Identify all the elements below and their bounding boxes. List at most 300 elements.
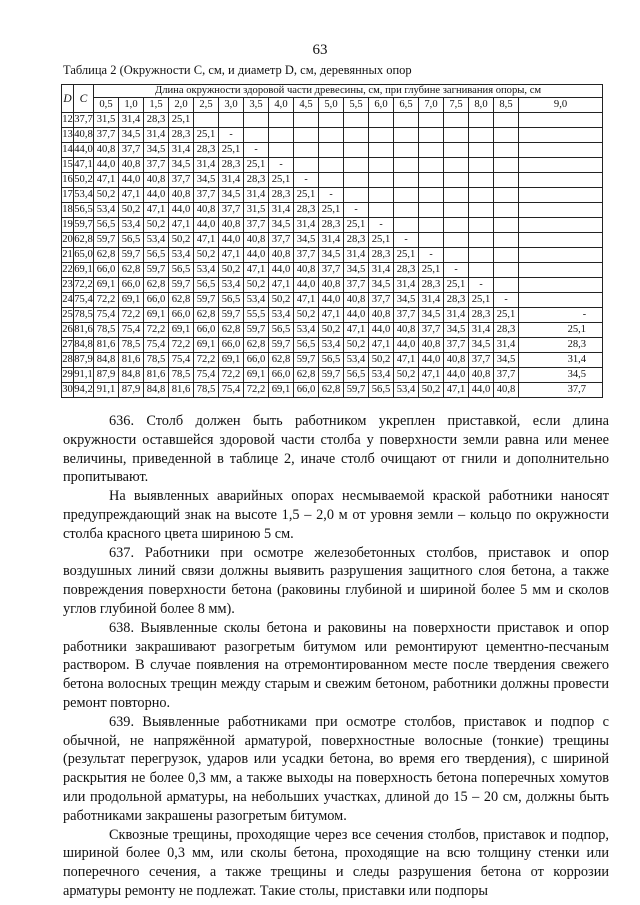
cell-value: 81,6 xyxy=(94,338,119,353)
cell-value xyxy=(494,158,519,173)
cell-value: - xyxy=(519,308,603,323)
cell-value xyxy=(319,128,344,143)
table-caption: Таблица 2 (Окружности C, см, и диаметр D, см, деревянных опор xyxy=(63,63,412,77)
cell-value: 59,7 xyxy=(269,338,294,353)
cell-value: 25,1 xyxy=(519,323,603,338)
cell-value: 50,2 xyxy=(119,203,144,218)
cell-value: 50,2 xyxy=(394,368,419,383)
cell-value: 53,4 xyxy=(319,338,344,353)
table-row xyxy=(62,293,603,308)
cell-value xyxy=(469,128,494,143)
cell-value: 44,0 xyxy=(369,323,394,338)
cell-diameter: 21 xyxy=(62,248,74,263)
cell-value xyxy=(469,218,494,233)
cell-value: 25,1 xyxy=(219,143,244,158)
table-row xyxy=(62,143,603,158)
cell-value: 34,5 xyxy=(269,218,294,233)
cell-value xyxy=(244,113,269,128)
cell-value: 37,7 xyxy=(319,263,344,278)
cell-value: 25,1 xyxy=(169,113,194,128)
depth-header: 4,5 xyxy=(294,98,319,113)
cell-value xyxy=(444,128,469,143)
cell-value xyxy=(269,113,294,128)
cell-value xyxy=(369,188,394,203)
cell-value: 31,4 xyxy=(369,263,394,278)
paragraph-636: 636. Столб должен быть работником укреплен приставкой, если длина окружности оставшейся здоровой части столба у поверхности земли равна или менее величины, приведенной в таблице 2, иначе столб очищают от гнили и дополнительно пропитывают. xyxy=(63,413,609,486)
cell-value: 69,1 xyxy=(144,308,169,323)
cell-value: 53,4 xyxy=(194,263,219,278)
cell-value: 34,5 xyxy=(444,323,469,338)
cell-value: 66,0 xyxy=(219,338,244,353)
cell-value: 47,1 xyxy=(294,293,319,308)
depth-header: 7,0 xyxy=(419,98,444,113)
cell-value: 56,5 xyxy=(169,263,194,278)
paragraph-through-cracks: Сквозные трещины, проходящие через все сечения столбов, приставок и подпор, шириной более 0,3 мм, или сколы бетона, проходящие на всю толщину стенки или поперечного сечения, а также трещины и следы разрушения бетона от коррозии арматуры ремонту не подлежат. Такие столы, приставки или подпоры xyxy=(63,826,609,899)
cell-value: 28,3 xyxy=(469,308,494,323)
depth-header: 5,0 xyxy=(319,98,344,113)
cell-value: 50,2 xyxy=(219,263,244,278)
cell-value xyxy=(294,128,319,143)
cell-value: 84,8 xyxy=(94,353,119,368)
cell-value: 44,0 xyxy=(394,338,419,353)
cell-value xyxy=(469,113,494,128)
cell-value: 78,5 xyxy=(119,338,144,353)
cell-value: 34,5 xyxy=(369,278,394,293)
depth-header: 9,0 xyxy=(519,98,603,113)
cell-value: 37,7 xyxy=(419,323,444,338)
cell-value: 37,7 xyxy=(519,383,603,398)
cell-value: 72,2 xyxy=(119,308,144,323)
cell-value: 66,0 xyxy=(169,308,194,323)
cell-value: 25,1 xyxy=(194,128,219,143)
cell-value: 62,8 xyxy=(194,308,219,323)
cell-value: 53,4 xyxy=(394,383,419,398)
cell-value: 50,2 xyxy=(294,308,319,323)
cell-value xyxy=(294,113,319,128)
depth-header: 7,5 xyxy=(444,98,469,113)
paragraph-637: 637. Работники при осмотре железобетонных столбов, приставок и опор воздушных линий связи должны выявить разрушения защитного слоя бетона, а также повреждения поверхности бетона (раковины глубиной и шириной более 5 мм и сколов углов глубиной более 8 мм). xyxy=(63,544,609,617)
cell-value xyxy=(519,248,603,263)
cell-value: 40,8 xyxy=(244,233,269,248)
cell-value: 34,5 xyxy=(319,248,344,263)
cell-value xyxy=(444,173,469,188)
cell-diameter: 22 xyxy=(62,263,74,278)
cell-value xyxy=(344,173,369,188)
cell-value xyxy=(494,278,519,293)
depth-header: 3,5 xyxy=(244,98,269,113)
cell-value xyxy=(469,188,494,203)
cell-value: 40,8 xyxy=(144,173,169,188)
cell-value: 28,3 xyxy=(244,173,269,188)
cell-value xyxy=(494,203,519,218)
cell-diameter: 24 xyxy=(62,293,74,308)
cell-value: - xyxy=(394,233,419,248)
cell-value: 25,1 xyxy=(244,158,269,173)
cell-value: 75,4 xyxy=(219,383,244,398)
cell-value: 53,4 xyxy=(369,368,394,383)
cell-value xyxy=(344,188,369,203)
cell-value: 37,7 xyxy=(269,233,294,248)
depth-header: 5,5 xyxy=(344,98,369,113)
cell-diameter: 13 xyxy=(62,128,74,143)
cell-circumference: 69,1 xyxy=(74,263,94,278)
cell-value: - xyxy=(494,293,519,308)
cell-value xyxy=(344,113,369,128)
cell-diameter: 19 xyxy=(62,218,74,233)
cell-value: 37,7 xyxy=(294,248,319,263)
cell-value: 37,7 xyxy=(144,158,169,173)
cell-value: 47,1 xyxy=(369,338,394,353)
cell-value xyxy=(519,263,603,278)
cell-value: 34,5 xyxy=(519,368,603,383)
table-container xyxy=(61,84,602,398)
cell-value: 31,4 xyxy=(269,203,294,218)
cell-diameter: 23 xyxy=(62,278,74,293)
cell-value: 75,4 xyxy=(169,353,194,368)
cell-value xyxy=(244,128,269,143)
cell-value: 47,1 xyxy=(419,368,444,383)
cell-value xyxy=(369,173,394,188)
cell-value: 84,8 xyxy=(119,368,144,383)
cell-value: 44,0 xyxy=(169,203,194,218)
cell-value: - xyxy=(269,158,294,173)
cell-value xyxy=(444,248,469,263)
table-row xyxy=(62,263,603,278)
depth-header: 6,0 xyxy=(369,98,394,113)
cell-value: 50,2 xyxy=(94,188,119,203)
body-text xyxy=(63,412,609,901)
cell-value: 75,4 xyxy=(119,323,144,338)
cell-value xyxy=(519,188,603,203)
cell-value: 28,3 xyxy=(494,323,519,338)
cell-value: 50,2 xyxy=(344,338,369,353)
cell-value: 31,4 xyxy=(194,158,219,173)
depth-header-row xyxy=(62,98,603,113)
cell-value xyxy=(394,173,419,188)
cell-value: - xyxy=(319,188,344,203)
cell-diameter: 15 xyxy=(62,158,74,173)
table-row xyxy=(62,308,603,323)
cell-value: 78,5 xyxy=(169,368,194,383)
cell-value: 37,7 xyxy=(494,368,519,383)
cell-value xyxy=(444,218,469,233)
cell-value: 37,7 xyxy=(369,293,394,308)
cell-value: 34,5 xyxy=(419,308,444,323)
depth-header: 8,0 xyxy=(469,98,494,113)
cell-value: 40,8 xyxy=(344,293,369,308)
cell-value: 40,8 xyxy=(319,278,344,293)
cell-value: 59,7 xyxy=(119,248,144,263)
cell-value xyxy=(494,188,519,203)
cell-value xyxy=(444,188,469,203)
cell-value xyxy=(519,233,603,248)
circumference-table xyxy=(61,84,603,398)
cell-value xyxy=(319,143,344,158)
cell-value xyxy=(494,248,519,263)
cell-value xyxy=(419,173,444,188)
table-row xyxy=(62,368,603,383)
table-row xyxy=(62,128,603,143)
cell-circumference: 94,2 xyxy=(74,383,94,398)
cell-value: 62,8 xyxy=(94,248,119,263)
cell-value: 31,4 xyxy=(219,173,244,188)
cell-value: 40,8 xyxy=(394,323,419,338)
cell-value xyxy=(269,128,294,143)
cell-value: 37,7 xyxy=(244,218,269,233)
cell-value xyxy=(519,293,603,308)
cell-circumference: 53,4 xyxy=(74,188,94,203)
cell-value xyxy=(519,143,603,158)
cell-value: 47,1 xyxy=(144,203,169,218)
table-row xyxy=(62,173,603,188)
cell-value: 31,4 xyxy=(519,353,603,368)
cell-value: 66,0 xyxy=(244,353,269,368)
cell-diameter: 25 xyxy=(62,308,74,323)
depth-header: 1,0 xyxy=(119,98,144,113)
cell-value: 34,5 xyxy=(119,128,144,143)
cell-value: 37,7 xyxy=(119,143,144,158)
cell-value xyxy=(519,128,603,143)
cell-value: 59,7 xyxy=(94,233,119,248)
cell-value: 40,8 xyxy=(494,383,519,398)
cell-circumference: 81,6 xyxy=(74,323,94,338)
cell-value: 28,3 xyxy=(219,158,244,173)
cell-value: 44,0 xyxy=(419,353,444,368)
cell-value xyxy=(469,143,494,158)
cell-value: 40,8 xyxy=(469,368,494,383)
cell-value xyxy=(444,203,469,218)
cell-value: 28,3 xyxy=(444,293,469,308)
cell-value: 25,1 xyxy=(469,293,494,308)
cell-value: 53,4 xyxy=(219,278,244,293)
cell-circumference: 59,7 xyxy=(74,218,94,233)
cell-value: 69,1 xyxy=(119,293,144,308)
table-row xyxy=(62,338,603,353)
cell-value: 47,1 xyxy=(269,278,294,293)
cell-value: 31,4 xyxy=(319,233,344,248)
cell-value: - xyxy=(294,173,319,188)
cell-value: 37,7 xyxy=(469,353,494,368)
cell-diameter: 18 xyxy=(62,203,74,218)
cell-value xyxy=(344,128,369,143)
cell-value: 44,0 xyxy=(469,383,494,398)
depth-header: 4,0 xyxy=(269,98,294,113)
cell-value: 53,4 xyxy=(344,353,369,368)
cell-value: 59,7 xyxy=(344,383,369,398)
cell-value: 34,5 xyxy=(294,233,319,248)
cell-value xyxy=(294,158,319,173)
depth-header: 6,5 xyxy=(394,98,419,113)
cell-value: 62,8 xyxy=(219,323,244,338)
cell-value: 31,5 xyxy=(244,203,269,218)
cell-value xyxy=(319,158,344,173)
depth-header: 8,5 xyxy=(494,98,519,113)
cell-value: 72,2 xyxy=(169,338,194,353)
cell-value: 56,5 xyxy=(194,278,219,293)
cell-value: 87,9 xyxy=(94,368,119,383)
table-row xyxy=(62,158,603,173)
cell-value: 50,2 xyxy=(144,218,169,233)
cell-circumference: 75,4 xyxy=(74,293,94,308)
cell-value xyxy=(469,158,494,173)
cell-value: 25,1 xyxy=(394,248,419,263)
cell-value: 28,3 xyxy=(369,248,394,263)
cell-value: 40,8 xyxy=(94,143,119,158)
cell-value xyxy=(469,248,494,263)
cell-circumference: 62,8 xyxy=(74,233,94,248)
cell-value xyxy=(519,173,603,188)
cell-value xyxy=(269,143,294,158)
cell-value: 37,7 xyxy=(444,338,469,353)
cell-value: 56,5 xyxy=(344,368,369,383)
cell-value: 28,3 xyxy=(294,203,319,218)
cell-value: 69,1 xyxy=(94,278,119,293)
cell-value xyxy=(519,113,603,128)
cell-value xyxy=(369,128,394,143)
cell-value: - xyxy=(444,263,469,278)
cell-value: 78,5 xyxy=(194,383,219,398)
cell-circumference: 40,8 xyxy=(74,128,94,143)
cell-value: 28,3 xyxy=(144,113,169,128)
cell-value: 31,4 xyxy=(444,308,469,323)
table-row xyxy=(62,218,603,233)
cell-value: 56,5 xyxy=(319,353,344,368)
cell-circumference: 56,5 xyxy=(74,203,94,218)
cell-diameter: 16 xyxy=(62,173,74,188)
table-row xyxy=(62,203,603,218)
cell-value xyxy=(444,143,469,158)
cell-value: 62,8 xyxy=(169,293,194,308)
cell-diameter: 29 xyxy=(62,368,74,383)
cell-value: 25,1 xyxy=(319,203,344,218)
cell-value xyxy=(494,173,519,188)
cell-value: 47,1 xyxy=(319,308,344,323)
cell-value: 81,6 xyxy=(169,383,194,398)
cell-value: 31,4 xyxy=(494,338,519,353)
cell-value: 31,4 xyxy=(294,218,319,233)
cell-value: 47,1 xyxy=(194,233,219,248)
cell-value: 72,2 xyxy=(194,353,219,368)
cell-value: 72,2 xyxy=(244,383,269,398)
cell-value: 47,1 xyxy=(119,188,144,203)
paragraph-639: 639. Выявленные работниками при осмотре столбов, приставок и подпор с обычной, не напряжённой арматурой, поверхностные волосные (тонкие) трещины (результат перегрузок, ударов или усадки бетона, во время его твердения), с шириной раскрытия не более 0,3 мм, а также выходы на поверхность бетона поперечных хомутов или продольной арматуры, на небольших участках, длиной до 15 – 20 см, должны быть работниками закрашены разогретым битумом. xyxy=(63,713,609,824)
cell-value: 62,8 xyxy=(144,278,169,293)
cell-value: 53,4 xyxy=(169,248,194,263)
cell-value xyxy=(344,158,369,173)
cell-circumference: 87,9 xyxy=(74,353,94,368)
cell-value: 66,0 xyxy=(119,278,144,293)
cell-value: 81,6 xyxy=(144,368,169,383)
cell-value: 44,0 xyxy=(244,248,269,263)
cell-circumference: 65,0 xyxy=(74,248,94,263)
cell-value: 44,0 xyxy=(319,293,344,308)
cell-diameter: 27 xyxy=(62,338,74,353)
cell-value xyxy=(369,158,394,173)
cell-value xyxy=(419,188,444,203)
cell-value: 50,2 xyxy=(419,383,444,398)
cell-value: - xyxy=(469,278,494,293)
cell-value: 47,1 xyxy=(219,248,244,263)
cell-diameter: 30 xyxy=(62,383,74,398)
cell-value: 34,5 xyxy=(494,353,519,368)
cell-value xyxy=(219,113,244,128)
cell-value: 25,1 xyxy=(294,188,319,203)
cell-circumference: 91,1 xyxy=(74,368,94,383)
cell-value: 40,8 xyxy=(369,308,394,323)
cell-value: 44,0 xyxy=(344,308,369,323)
cell-value: 53,4 xyxy=(94,203,119,218)
cell-value: 28,3 xyxy=(419,278,444,293)
cell-value: 72,2 xyxy=(94,293,119,308)
cell-value xyxy=(394,188,419,203)
header-depth-group: Длина окружности здоровой части древесины, см, при глубине загнивания опоры, см xyxy=(94,85,603,98)
cell-value: 56,5 xyxy=(219,293,244,308)
cell-value xyxy=(444,158,469,173)
depth-header: 2,5 xyxy=(194,98,219,113)
cell-value xyxy=(369,113,394,128)
cell-value xyxy=(444,113,469,128)
cell-value: 53,4 xyxy=(244,293,269,308)
cell-circumference: 72,2 xyxy=(74,278,94,293)
cell-value: - xyxy=(369,218,394,233)
cell-value: 34,5 xyxy=(219,188,244,203)
cell-value: 37,7 xyxy=(344,278,369,293)
cell-value: 40,8 xyxy=(219,218,244,233)
cell-value: 28,3 xyxy=(394,263,419,278)
table-row xyxy=(62,233,603,248)
cell-value: 44,0 xyxy=(144,188,169,203)
cell-value: 75,4 xyxy=(94,308,119,323)
cell-value xyxy=(444,233,469,248)
cell-value xyxy=(494,143,519,158)
cell-value: 72,2 xyxy=(219,368,244,383)
cell-value: 34,5 xyxy=(169,158,194,173)
cell-value: 59,7 xyxy=(219,308,244,323)
cell-value: 37,7 xyxy=(94,128,119,143)
cell-value: 56,5 xyxy=(294,338,319,353)
cell-diameter: 20 xyxy=(62,233,74,248)
cell-value xyxy=(519,203,603,218)
cell-value: 25,1 xyxy=(494,308,519,323)
cell-value: 47,1 xyxy=(94,173,119,188)
cell-value: 69,1 xyxy=(219,353,244,368)
cell-circumference: 50,2 xyxy=(74,173,94,188)
cell-value: 47,1 xyxy=(169,218,194,233)
cell-value: 40,8 xyxy=(269,248,294,263)
cell-value: 31,4 xyxy=(419,293,444,308)
cell-value xyxy=(494,263,519,278)
table-row xyxy=(62,278,603,293)
cell-value: 50,2 xyxy=(244,278,269,293)
cell-value: 56,5 xyxy=(119,233,144,248)
cell-value: 50,2 xyxy=(319,323,344,338)
cell-value: 44,0 xyxy=(119,173,144,188)
cell-value: 53,4 xyxy=(144,233,169,248)
cell-value: - xyxy=(244,143,269,158)
cell-value: 50,2 xyxy=(194,248,219,263)
cell-circumference: 84,8 xyxy=(74,338,94,353)
depth-header: 2,0 xyxy=(169,98,194,113)
cell-value: 44,0 xyxy=(94,158,119,173)
table-row xyxy=(62,248,603,263)
cell-value: 31,5 xyxy=(94,113,119,128)
cell-value: 84,8 xyxy=(144,383,169,398)
cell-value xyxy=(494,233,519,248)
cell-value xyxy=(419,128,444,143)
cell-value: 40,8 xyxy=(119,158,144,173)
cell-value: 69,1 xyxy=(244,368,269,383)
cell-value: 31,4 xyxy=(394,278,419,293)
